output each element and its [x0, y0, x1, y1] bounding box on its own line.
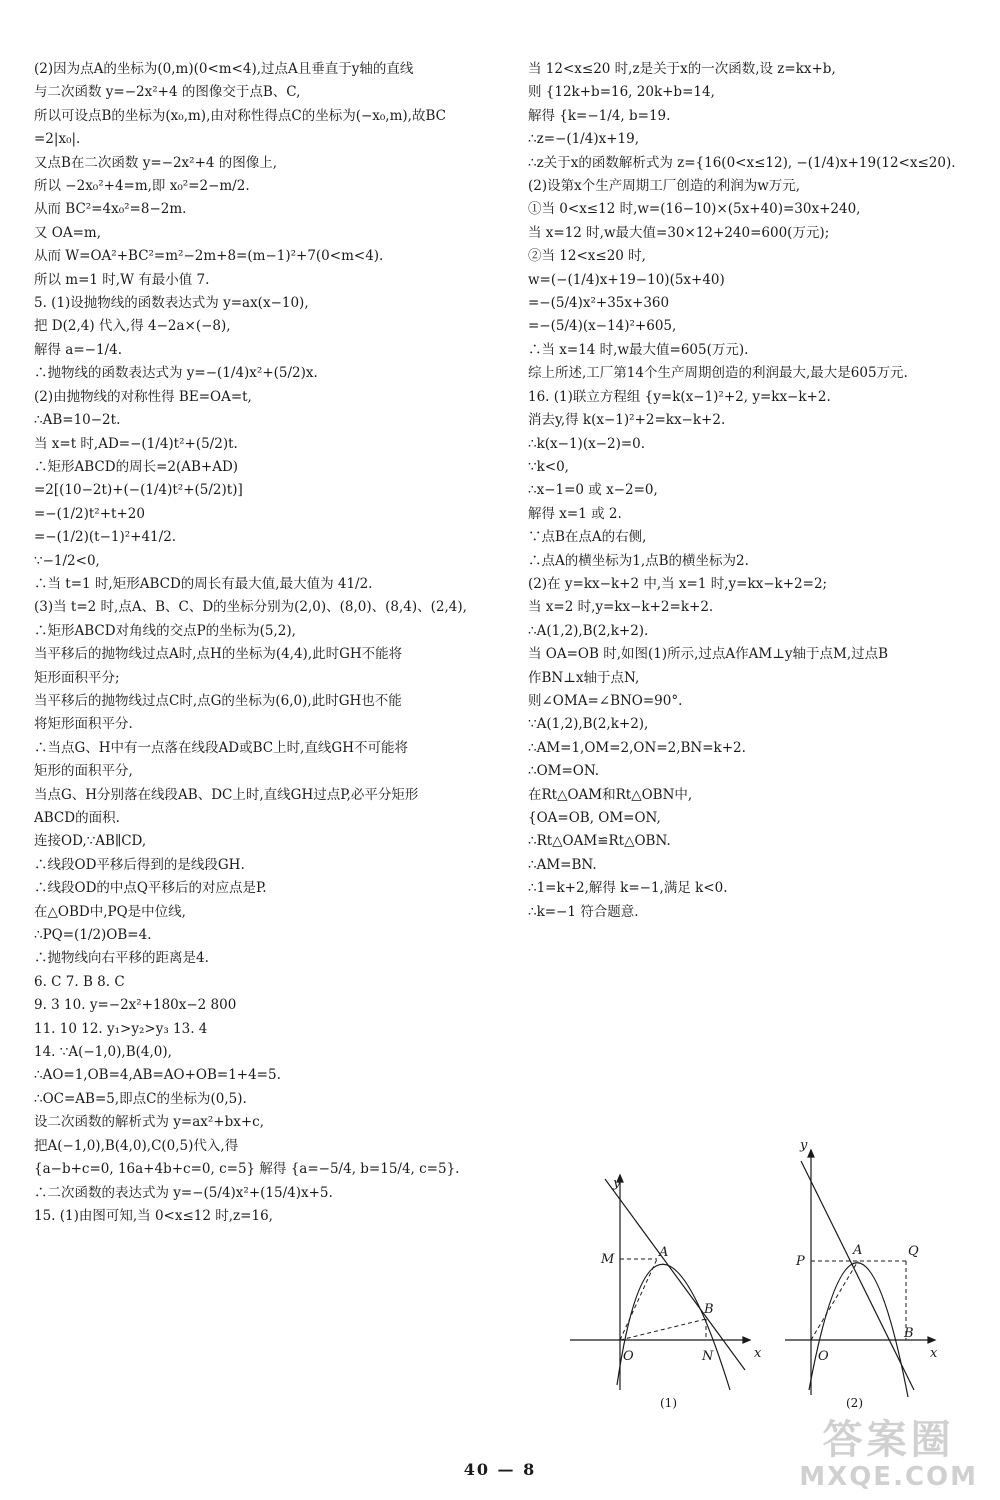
text-line: 矩形的面积平分, — [34, 763, 133, 780]
fig1-dash-OA — [620, 1259, 657, 1340]
text-line: ∴A(1,2),B(2,k+2). — [528, 622, 649, 639]
fig1-line — [605, 1179, 745, 1370]
text-line: 当平移后的抛物线过点C时,点G的坐标为(6,0),此时GH也不能 — [34, 692, 402, 709]
text-line: ②当 12<x≤20 时, — [528, 248, 646, 265]
text-line: ∴PQ=(1/2)OB=4. — [34, 927, 152, 944]
text-line: 9. 3 10. y=−2x²+180x−2 800 — [34, 997, 237, 1014]
text-line: ∴k(x−1)(x−2)=0. — [528, 435, 646, 452]
text-line: 当 x=2 时,y=kx−k+2=k+2. — [528, 599, 714, 616]
watermark — [799, 1418, 978, 1492]
text-line: =2|x₀|. — [34, 131, 81, 148]
text-line: ∴当点G、H中有一点落在线段AD或BC上时,直线GH不可能将 — [34, 739, 408, 756]
text-line: ∴OC=AB=5,即点C的坐标为(0,5). — [34, 1090, 247, 1107]
figure-1 — [565, 1135, 770, 1415]
text-line: 把A(−1,0),B(4,0),C(0,5)代入,得 — [34, 1137, 239, 1154]
fig2-parabola — [809, 1263, 908, 1397]
text-line: 从而 W=OA²+BC²=m²−2m+8=(m−1)²+7(0<m<4). — [34, 248, 384, 265]
fig1-dash-OB — [620, 1319, 706, 1340]
text-line: 则∠OMA=∠BNO=90°. — [528, 692, 683, 709]
watermark-top: 答案圈 — [822, 1417, 955, 1463]
text-line: 6. C 7. B 8. C — [34, 973, 125, 990]
text-line: 所以可设点B的坐标为(x₀,m),由对称性得点C的坐标为(−x₀,m),故BC — [34, 107, 446, 124]
text-line: 又 OA=m, — [34, 224, 102, 241]
text-line: ∴AM=1,OM=2,ON=2,BN=k+2. — [528, 739, 746, 756]
text-line: 解得 a=−1/4. — [34, 341, 122, 358]
fig2-label-B: B — [904, 1326, 914, 1341]
fig1-caption: (1) — [660, 1396, 677, 1410]
fig2-dash-OA — [811, 1261, 858, 1340]
text-line: (2)在 y=kx−k+2 中,当 x=1 时,y=kx−k+2=2; — [528, 575, 828, 592]
fig2-caption: (2) — [846, 1396, 863, 1410]
text-line: 又点B在二次函数 y=−2x²+4 的图像上, — [34, 154, 278, 171]
figure-2 — [780, 1135, 950, 1415]
watermark-bottom: MXQE.COM — [799, 1462, 978, 1492]
text-line: ∴二次函数的表达式为 y=−(5/4)x²+(15/4)x+5. — [34, 1184, 333, 1201]
text-line: ∵k<0, — [528, 458, 569, 475]
fig2-y-arrow — [808, 1150, 814, 1157]
fig1-label-M: M — [601, 1252, 615, 1267]
text-line: 14. ∵A(−1,0),B(4,0), — [34, 1044, 172, 1061]
text-line: ∴AM=BN. — [528, 856, 597, 873]
text-line: ∴OM=ON. — [528, 763, 600, 780]
fig2-label-x: x — [930, 1346, 938, 1361]
text-line: 把 D(2,4) 代入,得 4−2a×(−8), — [34, 318, 231, 335]
text-line: 与二次函数 y=−2x²+4 的图像交于点B、C, — [34, 84, 301, 101]
text-line: (2)设第x个生产周期工厂创造的利润为w万元, — [528, 178, 801, 195]
text-line: {a−b+c=0, 16a+4b+c=0, c=5} 解得 {a=−5/4, b=15/4, c=5}. — [34, 1161, 460, 1178]
text-line: 设二次函数的解析式为 y=ax²+bx+c, — [34, 1114, 265, 1131]
text-line: =2[(10−2t)+(−(1/4)t²+(5/2)t)] — [34, 482, 243, 499]
text-line: ∴矩形ABCD的周长=2(AB+AD) — [34, 458, 239, 475]
text-line: w=(−(1/4)x+19−10)(5x+40) — [528, 271, 725, 288]
text-line: 当 x=12 时,w最大值=30×12+240=600(万元); — [528, 224, 830, 241]
fig1-label-N: N — [702, 1349, 714, 1364]
fig2-label-A: A — [853, 1243, 863, 1258]
text-line: 当 12<x≤20 时,z是关于x的一次函数,设 z=kx+b, — [528, 61, 836, 77]
fig2-label-P: P — [796, 1254, 805, 1269]
text-line: 矩形面积平分; — [34, 669, 120, 686]
text-line: ∴k=−1 符合题意. — [528, 903, 639, 920]
text-line: 所以 m=1 时,W 有最小值 7. — [34, 271, 210, 288]
fig2-label-O: O — [818, 1349, 829, 1364]
text-line: (2)因为点A的坐标为(0,m)(0<m<4),过点A且垂直于y轴的直线 — [34, 61, 414, 77]
text-line: 在Rt△OAM和Rt△OBN中, — [528, 786, 693, 803]
text-line: =−(5/4)x²+35x+360 — [528, 295, 670, 312]
text-line: ∴点A的横坐标为1,点B的横坐标为2. — [528, 552, 749, 569]
text-line: ∴抛物线向右平移的距离是4. — [34, 950, 209, 967]
text-line: ∴线段OD的中点Q平移后的对应点是P. — [34, 880, 267, 897]
text-line: 将矩形面积平分. — [34, 716, 133, 733]
right-column — [528, 58, 978, 924]
text-line: 消去y,得 k(x−1)²+2=kx−k+2. — [528, 412, 726, 429]
text-line: 当 OA=OB 时,如图(1)所示,过点A作AM⊥y轴于点M,过点B — [528, 646, 889, 663]
fig1-label-A: A — [659, 1245, 669, 1260]
text-line: ∴线段OD平移后得到的是线段GH. — [34, 856, 245, 873]
text-line: =−(1/2)t²+t+20 — [34, 505, 145, 522]
fig2-x-arrow — [928, 1337, 935, 1343]
text-line: 16. (1)联立方程组 {y=k(x−1)²+2, y=kx−k+2. — [528, 388, 831, 405]
fig1-label-y: y — [613, 1176, 621, 1191]
text-line: ∴AO=1,OB=4,AB=AO+OB=1+4=5. — [34, 1067, 281, 1084]
text-line: ∴Rt△OAM≌Rt△OBN. — [528, 833, 671, 850]
text-line: 所以 −2x₀²+4=m,即 x₀²=2−m/2. — [34, 178, 250, 195]
text-line: 15. (1)由图可知,当 0<x≤12 时,z=16, — [34, 1207, 273, 1224]
left-column — [34, 58, 504, 1228]
text-line: ∴z关于x的函数解析式为 z={16(0<x≤12), −(1/4)x+19(12<x≤20). — [528, 154, 956, 171]
text-line: 5. (1)设抛物线的函数表达式为 y=ax(x−10), — [34, 295, 309, 312]
text-line: (3)当 t=2 时,点A、B、C、D的坐标分别为(2,0)、(8,0)、(8,4)、(2,4), — [34, 599, 467, 616]
text-line: 连接OD,∵AB∥CD, — [34, 833, 147, 850]
page-number: 40 — 8 — [463, 1460, 537, 1479]
fig1-label-O: O — [623, 1349, 634, 1364]
text-line: ∴AB=10−2t. — [34, 412, 121, 429]
fig2-label-Q: Q — [908, 1244, 919, 1259]
fig2-label-y: y — [800, 1138, 808, 1153]
fig1-label-B: B — [704, 1302, 714, 1317]
text-line: ∴z=−(1/4)x+19, — [528, 131, 639, 148]
text-line: ∵点B在点A的右侧, — [528, 529, 647, 546]
text-line: 当点G、H分别落在线段AB、DC上时,直线GH过点P,必平分矩形 — [34, 786, 419, 803]
text-line: 在△OBD中,PQ是中位线, — [34, 903, 186, 920]
text-line: 综上所述,工厂第14个生产周期创造的利润最大,最大是605万元. — [528, 365, 908, 382]
text-line: ∴抛物线的函数表达式为 y=−(1/4)x²+(5/2)x. — [34, 365, 318, 382]
text-line: ∵−1/2<0, — [34, 552, 100, 569]
text-line: ①当 0<x≤12 时,w=(16−10)×(5x+40)=30x+240, — [528, 201, 861, 218]
text-line: 从而 BC²=4x₀²=8−2m. — [34, 201, 187, 218]
text-line: ∴当 x=14 时,w最大值=605(万元). — [528, 341, 749, 358]
text-line: ABCD的面积. — [34, 810, 120, 826]
fig1-x-arrow — [743, 1337, 750, 1343]
text-line: 11. 10 12. y₁>y₂>y₃ 13. 4 — [34, 1020, 208, 1037]
text-line: (2)由抛物线的对称性得 BE=OA=t, — [34, 388, 252, 405]
text-line: 则 {12k+b=16, 20k+b=14, — [528, 84, 715, 101]
text-line: ∴1=k+2,解得 k=−1,满足 k<0. — [528, 880, 728, 897]
fig1-label-x: x — [754, 1346, 762, 1361]
text-line: 当 x=t 时,AD=−(1/4)t²+(5/2)t. — [34, 435, 238, 452]
text-line: {OA=OB, OM=ON, — [528, 810, 661, 826]
text-line: =−(1/2)(t−1)²+41/2. — [34, 529, 177, 546]
text-line: 当平移后的抛物线过点A时,点H的坐标为(4,4),此时GH不能将 — [34, 646, 403, 663]
text-line: 作BN⊥x轴于点N, — [528, 669, 640, 686]
text-line: ∴x−1=0 或 x−2=0, — [528, 482, 658, 499]
text-line: 解得 x=1 或 2. — [528, 505, 622, 522]
text-line: ∴当 t=1 时,矩形ABCD的周长有最大值,最大值为 41/2. — [34, 575, 373, 592]
text-line: ∴矩形ABCD对角线的交点P的坐标为(5,2), — [34, 622, 296, 639]
text-line: =−(5/4)(x−14)²+605, — [528, 318, 677, 335]
text-line: 解得 {k=−1/4, b=19. — [528, 107, 671, 124]
text-line: ∵A(1,2),B(2,k+2), — [528, 716, 649, 733]
